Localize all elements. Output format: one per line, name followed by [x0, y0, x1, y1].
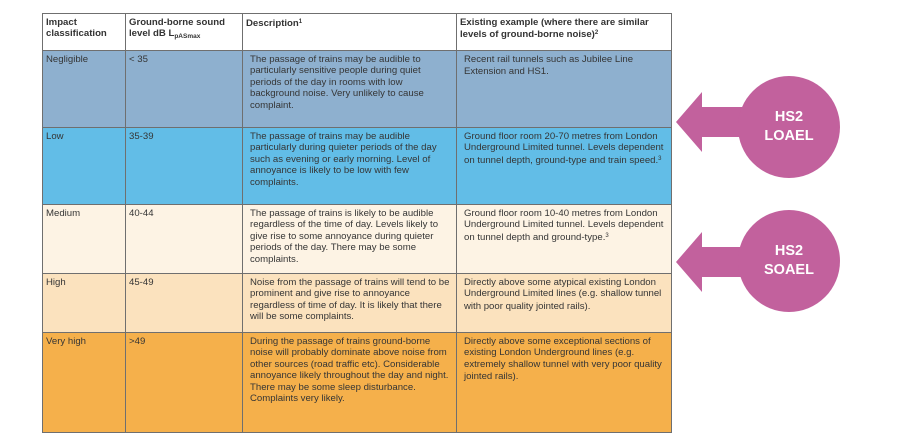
cell-description: The passage of trains may be audible particularly during quieter periods of the day such as evening or early morning. Level of annoyance is likely to be low with few complaints.: [243, 128, 457, 205]
loael-badge-line2: LOAEL: [764, 128, 814, 144]
header-sound-level-subscript: pASmax: [174, 33, 201, 41]
table-row-medium: [43, 205, 672, 274]
cell-existing-example: Ground floor room 20-70 metres from London Underground Limited tunnel. Levels dependent on tunnel depth, ground-type and train speed.$^3$: [457, 128, 672, 205]
cell-description: The passage of trains is likely to be audible regardless of the time of day. Levels likely to give rise to some annoyance during quieter periods of the day. There may be some complaints.: [243, 205, 457, 274]
impact-classification-table: [42, 13, 672, 433]
table-row-negligible: [43, 51, 672, 128]
header-sound-level: Ground-borne sound level dB $L_{pASmax}$: [126, 14, 243, 51]
header-example-footnote: 2: [594, 30, 599, 37]
header-description-footnote: 1: [298, 19, 303, 25]
soael-badge: [738, 210, 840, 312]
example-footnote-marker: 3: [605, 232, 609, 239]
cell-sound-level: < 35: [126, 51, 243, 128]
cell-sound-level: 45-49: [126, 274, 243, 333]
cell-sound-level: 40-44: [126, 205, 243, 274]
table-header-row: [43, 14, 672, 51]
cell-existing-example: Ground floor room 10-40 metres from London Underground Limited tunnel. Levels dependent on tunnel depth and ground-type.$^3$: [457, 205, 672, 274]
cell-classification: Medium: [43, 205, 126, 274]
example-footnote-marker: 3: [658, 155, 662, 162]
cell-existing-example: Recent rail tunnels such as Jubilee Line Extension and HS1.: [457, 51, 672, 128]
cell-sound-level: >49: [126, 333, 243, 433]
table-row-high: [43, 274, 672, 333]
soael-badge-line2: SOAEL: [764, 262, 814, 278]
header-impact-classification: Impact classification: [43, 14, 126, 51]
cell-existing-example: Directly above some exceptional sections of existing London Underground lines (e.g. extremely shallow tunnel with very poor quality jointed rails).: [457, 333, 672, 433]
cell-description: The passage of trains may be audible to particularly sensitive people during quiet periods of the day in rooms with low background noise. Very unlikely to cause complaint.: [243, 51, 457, 128]
soael-badge-line1: HS2: [774, 243, 804, 259]
table-row-low: [43, 128, 672, 205]
header-description: Description$^1$: [243, 14, 457, 51]
callout-loael: [676, 76, 900, 181]
cell-description: Noise from the passage of trains will tend to be prominent and give rise to annoyance regardless of time of day. It is likely that there will be some complaints.: [243, 274, 457, 333]
cell-classification: Very high: [43, 333, 126, 433]
loael-badge: [738, 76, 840, 178]
header-existing-example: Existing example (where there are similar levels of ground-borne noise)$^2$: [457, 14, 672, 51]
cell-existing-example: Directly above some atypical existing London Underground Limited lines (e.g. shallow tunnel with poor quality jointed rails).: [457, 274, 672, 333]
cell-classification: Negligible: [43, 51, 126, 128]
cell-classification: Low: [43, 128, 126, 205]
callout-soael: [676, 210, 900, 315]
loael-badge-line1: HS2: [774, 109, 804, 125]
cell-description: During the passage of trains ground-borne noise will probably dominate above noise from other sources (road traffic etc). Considerable annoyance likely throughout the day and night. There may be some sleep disturbance. Complaints very likely.: [243, 333, 457, 433]
table-row-very-high: [43, 333, 672, 433]
cell-classification: High: [43, 274, 126, 333]
cell-sound-level: 35-39: [126, 128, 243, 205]
